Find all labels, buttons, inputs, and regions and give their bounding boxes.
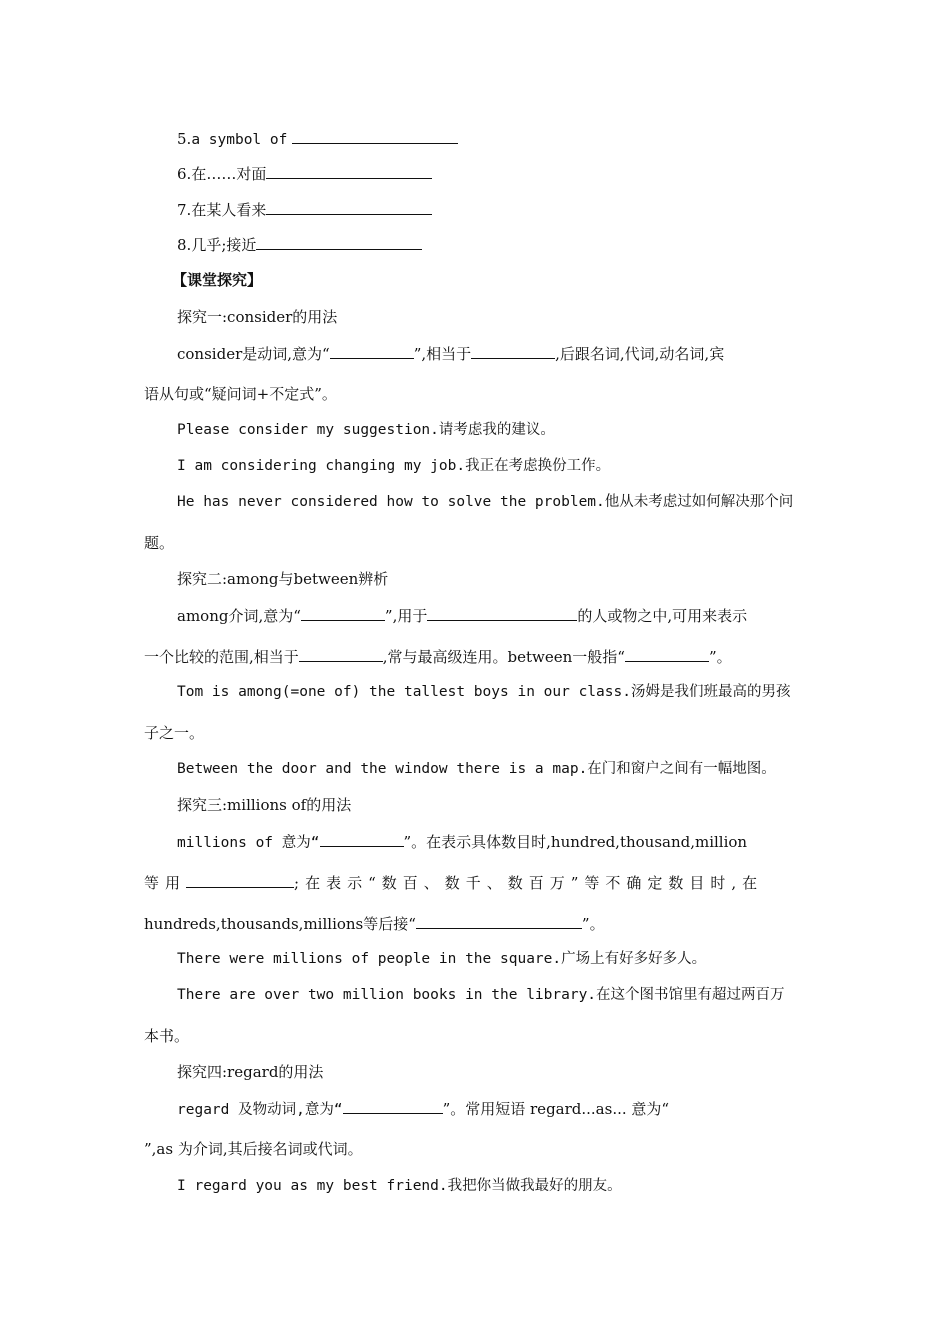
answer-blank[interactable]: [292, 128, 458, 144]
answer-blank[interactable]: [256, 234, 422, 250]
topic-4-example-1: I regard you as my best friend.我把你当做我最好的朋友。: [177, 1178, 622, 1194]
topic-3-paragraph-line-3: hundreds,thousands,millions等后接“ ”。: [144, 915, 605, 933]
topic-2-paragraph-line-2: 一个比较的范围,相当于 ,常与最高级连用。between一般指“ ”。: [144, 648, 732, 666]
topic-2-example-1: Tom is among(=one of) the tallest boys in our class.汤姆是我们班最高的男孩: [177, 684, 791, 700]
vocab-item-7: 7.在某人看来: [177, 199, 432, 220]
answer-blank[interactable]: [266, 199, 432, 215]
topic-1-paragraph-line-2: 语从句或“疑问词+不定式”。: [144, 385, 337, 403]
topic-4-paragraph-line-2: ”,as 为介词,其后接名词或代词。: [144, 1140, 363, 1158]
answer-blank[interactable]: [320, 831, 404, 847]
topic-3-paragraph-line-1: millions of 意为“ ”。在表示具体数目时,hundred,thousand,million: [177, 833, 748, 851]
topic-2-example-1-cont: 子之一。: [144, 724, 205, 742]
vocab-item-8: 8.几乎;接近: [177, 234, 422, 255]
answer-blank[interactable]: [416, 913, 582, 929]
topic-2-example-2: Between the door and the window there is a map.在门和窗户之间有一幅地图。: [177, 761, 776, 777]
topic-3-paragraph-line-2: 等用 ;在表示“数百、数千、数百万”等不确定数目时,在: [144, 874, 764, 892]
vocab-item-5: 5.a symbol of: [177, 128, 458, 150]
topic-3-example-1: There were millions of people in the square.广场上有好多好多人。: [177, 951, 707, 967]
topic-4-paragraph-line-1: regard 及物动词,意为“ ”。常用短语 regard...as... 意为“: [177, 1100, 670, 1118]
answer-blank[interactable]: [330, 343, 414, 359]
answer-blank[interactable]: [299, 646, 383, 662]
section-heading: 【课堂探究】: [172, 271, 263, 289]
answer-blank[interactable]: [625, 646, 709, 662]
topic-1-paragraph-line-1: consider是动词,意为“ ”,相当于 ,后跟名词,代词,动名词,宾: [177, 345, 725, 363]
topic-3-heading: 探究三:millions of的用法: [177, 796, 352, 814]
topic-1-example-2: I am considering changing my job.我正在考虑换份工作。: [177, 458, 611, 474]
topic-2-heading: 探究二:among与between辨析: [177, 570, 389, 588]
topic-2-paragraph-line-1: among介词,意为“ ”,用于 的人或物之中,可用来表示: [177, 607, 748, 625]
topic-3-example-2-cont: 本书。: [144, 1027, 190, 1045]
topic-1-example-1: Please consider my suggestion.请考虑我的建议。: [177, 422, 555, 438]
topic-4-heading: 探究四:regard的用法: [177, 1063, 324, 1081]
topic-1-example-3: He has never considered how to solve the problem.他从未考虑过如何解决那个问: [177, 494, 794, 510]
topic-3-example-2: There are over two million books in the library.在这个图书馆里有超过两百万: [177, 987, 785, 1003]
answer-blank[interactable]: [266, 163, 432, 179]
answer-blank[interactable]: [427, 605, 577, 621]
answer-blank[interactable]: [471, 343, 555, 359]
vocab-item-6: 6.在……对面: [177, 163, 432, 184]
topic-1-example-3-cont: 题。: [144, 534, 175, 552]
answer-blank[interactable]: [186, 872, 294, 888]
answer-blank[interactable]: [343, 1098, 443, 1114]
topic-1-heading: 探究一:consider的用法: [177, 308, 338, 326]
answer-blank[interactable]: [301, 605, 385, 621]
